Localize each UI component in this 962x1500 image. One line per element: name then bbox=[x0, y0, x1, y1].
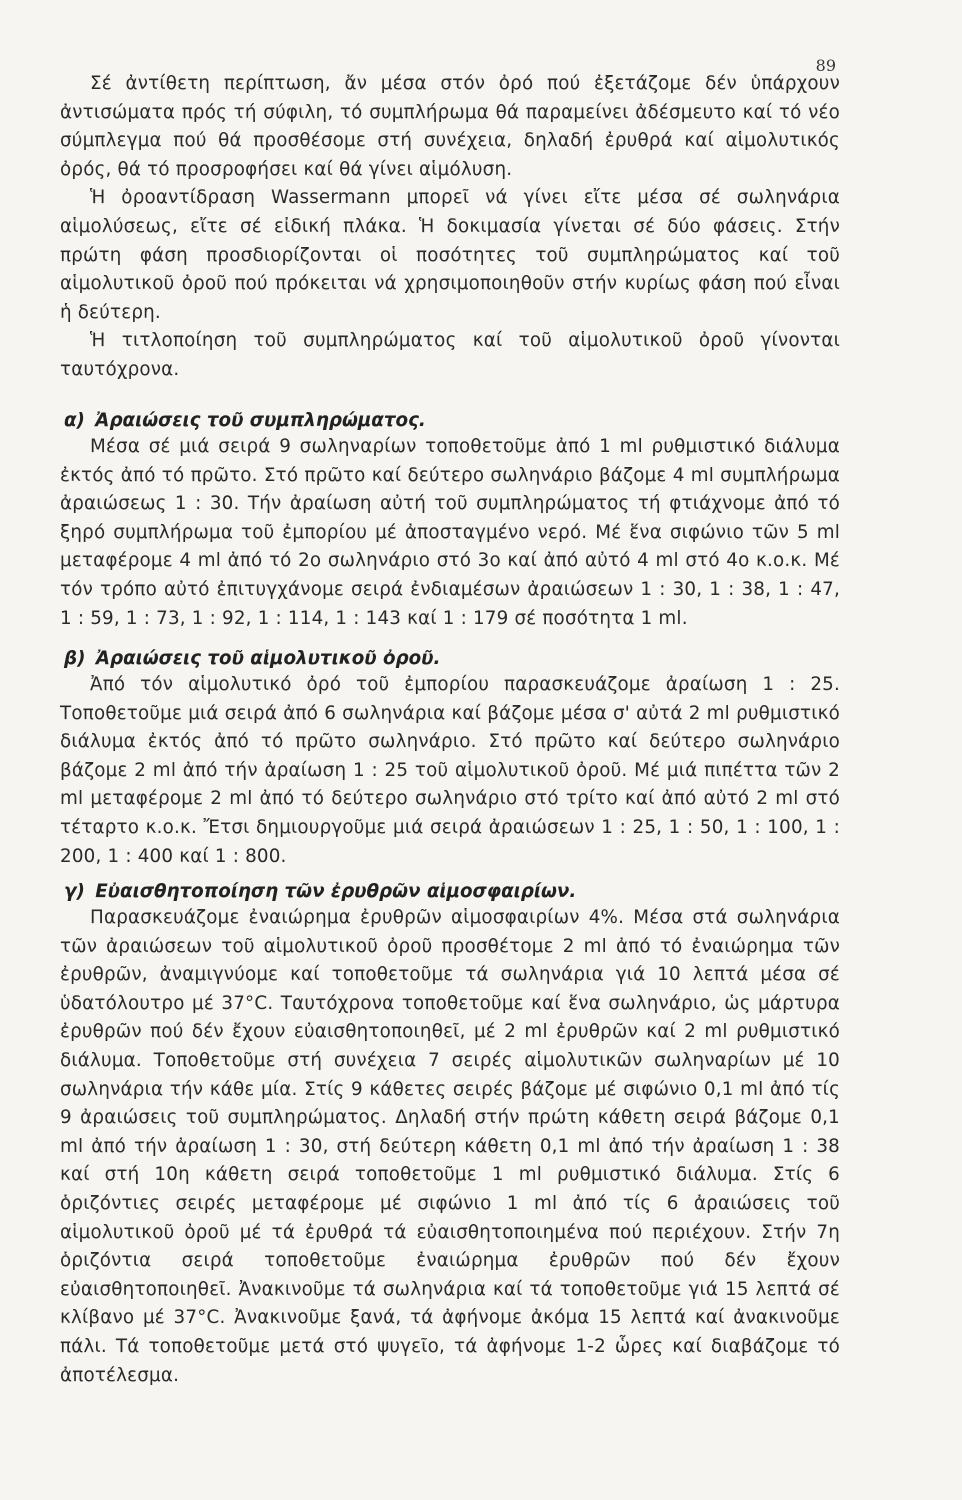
intro-paragraph-2: Ἡ ὀροαντίδραση Wassermann μπορεῖ νά γίνει εἴτε μέσα σέ σωληνάρια αἱμολύσεως, εἴτε σέ εἰδική πλάκα. Ἡ δοκιμασία γίνεται σέ δύο φάσεις. Στήν πρώτη φάση προσδιορίζονται οἱ ποσότητες τοῦ συμπληρώματος καί τοῦ αἱμολυτικοῦ ὀροῦ πού πρόκειται νά χρησιμοποιηθοῦν στήν κυρίως φάση πού εἶναι ἡ δεύτερη. bbox=[60, 187, 840, 323]
section-b-prefix: β) bbox=[64, 648, 86, 669]
section-c-prefix: γ) bbox=[64, 881, 85, 902]
section-a-text bbox=[60, 433, 840, 633]
section-a-heading bbox=[64, 410, 426, 431]
section-c-title: Εὐαισθητοποίηση τῶν ἐρυθρῶν αἱμοσφαιρίων. bbox=[95, 881, 577, 902]
section-c-heading bbox=[64, 881, 576, 902]
section-b-heading bbox=[64, 648, 440, 669]
page-number: 89 bbox=[815, 56, 836, 75]
section-b-body: Ἀπό τόν αἱμολυτικό ὀρό τοῦ ἐμπορίου παρασκευάζομε ἀραίωση 1 : 25. Τοποθετοῦμε μιά σειρά ἀπό 6 σωληνάρια καί βάζομε μέσα σ' αὐτά 2 ml ρυθμιστικό διάλυμα ἐκτός ἀπό τό πρῶτο σωληνάριο. Στό πρῶτο καί δεύτερο σωληνάριο βάζομε 2 ml ἀπό τήν ἀραίωση 1 : 25 τοῦ αἱμολυτικοῦ ὀροῦ. Μέ μιά πιπέττα τῶν 2 ml μεταφέρομε 2 ml ἀπό τό δεύτερο σωληνάριο στό τρίτο καί ἀπό αὐτό 2 ml στό τέταρτο κ.ο.κ. Ἔτσι δημιουργοῦμε μιά σειρά ἀραιώσεων 1 : 25, 1 : 50, 1 : 100, 1 : 200, 1 : 400 καί 1 : 800. bbox=[60, 674, 840, 867]
section-b-title: Ἀραιώσεις τοῦ αἱμολυτικοῦ ὀροῦ. bbox=[95, 648, 441, 669]
intro-text bbox=[60, 70, 840, 385]
section-b-text bbox=[60, 671, 840, 871]
section-c-text bbox=[60, 904, 840, 1390]
intro-paragraph-3: Ἡ τιτλοποίηση τοῦ συμπληρώματος καί τοῦ αἱμολυτικοῦ ὀροῦ γίνονται ταυτόχρονα. bbox=[60, 330, 840, 380]
section-a-prefix: α) bbox=[64, 410, 85, 431]
section-c-body: Παρασκευάζομε ἐναιώρημα ἐρυθρῶν αἱμοσφαιρίων 4%. Μέσα στά σωληνάρια τῶν ἀραιώσεων τοῦ αἱμολυτικοῦ ὀροῦ προσθέτομε 2 ml ἀπό τό ἐναιώρημα τῶν ἐρυθρῶν, ἀναμιγνύομε καί τοποθετοῦμε τά σωληνάρια γιά 10 λεπτά μέσα σέ ὑδατόλουτρο μέ 37°C. Ταυτόχρονα τοποθετοῦμε καί ἕνα σωληνάριο, ὡς μάρτυρα ἐρυθρῶν πού δέν ἔχουν εὐαισθητοποιηθεῖ, μέ 2 ml ἐρυθρῶν καί 2 ml ρυθμιστικό διάλυμα. Τοποθετοῦμε στή συνέχεια 7 σειρές αἱμολυτικῶν σωληναρίων μέ 10 σωληνάρια τήν κάθε μία. Στίς 9 κάθετες σειρές βάζομε μέ σιφώνιο 0,1 ml ἀπό τίς 9 ἀραιώσεις τοῦ συμπληρώματος. Δηλαδή στήν πρώτη κάθετη σειρά βάζομε 0,1 ml ἀπό τήν ἀραίωση 1 : 30, στή δεύτερη κάθετη 0,1 ml ἀπό τήν ἀραίωση 1 : 38 καί στή 10η κάθετη σειρά τοποθετοῦμε 1 ml ρυθμιστικό διάλυμα. Στίς 6 ὁριζόντιες σειρές μεταφέρομε μέ σιφώνιο 1 ml ἀπό τίς 6 ἀραιώσεις τοῦ αἱμολυτικοῦ ὀροῦ μέ τά ἐρυθρά τά εὐαισθητοποιημένα πού περιέχουν. Στήν 7η ὁριζόντια σειρά τοποθετοῦμε ἐναιώρημα ἐρυθρῶν πού δέν ἔχουν εὐαισθητοποιηθεῖ. Ἀνακινοῦμε τά σωληνάρια καί τά τοποθετοῦμε γιά 15 λεπτά σέ κλίβανο μέ 37°C. Ἀνακινοῦμε ξανά, τά ἀφήνομε ἀκόμα 15 λεπτά καί ἀνακινοῦμε πάλι. Τά τοποθετοῦμε μετά στό ψυγεῖο, τά ἀφήνομε 1-2 ὧρες καί διαβάζομε τό ἀποτέλεσμα. bbox=[60, 907, 840, 1386]
section-a-body: Μέσα σέ μιά σειρά 9 σωληναρίων τοποθετοῦμε ἀπό 1 ml ρυθμιστικό διάλυμα ἐκτός ἀπό τό πρῶτο. Στό πρῶτο καί δεύτερο σωληνάριο βάζομε 4 ml συμπλήρωμα ἀραιώσεως 1 : 30. Τήν ἀραίωση αὐτή τοῦ συμπληρώματος τή φτιάχνομε ἀπό τό ξηρό συμπλήρωμα τοῦ ἐμπορίου μέ ἀποσταγμένο νερό. Μέ ἕνα σιφώνιο τῶν 5 ml μεταφέρομε 4 ml ἀπό τό 2ο σωληνάριο στό 3ο καί ἀπό αὐτό 4 ml στό 4ο κ.ο.κ. Μέ τόν τρόπο αὐτό ἐπιτυγχάνομε σειρά ἐνδιαμέσων ἀραιώσεων 1 : 30, 1 : 38, 1 : 47, 1 : 59, 1 : 73, 1 : 92, 1 : 114, 1 : 143 καί 1 : 179 σέ ποσότητα 1 ml. bbox=[60, 436, 840, 629]
section-a-title: Ἀραιώσεις τοῦ συμπληρώματος. bbox=[95, 410, 426, 431]
intro-paragraph-1: Σέ ἀντίθετη περίπτωση, ἄν μέσα στόν ὀρό πού ἐξετάζομε δέν ὑπάρχουν ἀντισώματα πρός τή σύφιλη, τό συμπλήρωμα θά παραμείνει ἀδέσμευτο καί τό νέο σύμπλεγμα πού θά προσθέσομε στή συνέχεια, δηλαδή ἐρυθρά καί αἱμολυτικός ὀρός, θά τό προσροφήσει καί θά γίνει αἱμόλυση. bbox=[60, 73, 840, 180]
